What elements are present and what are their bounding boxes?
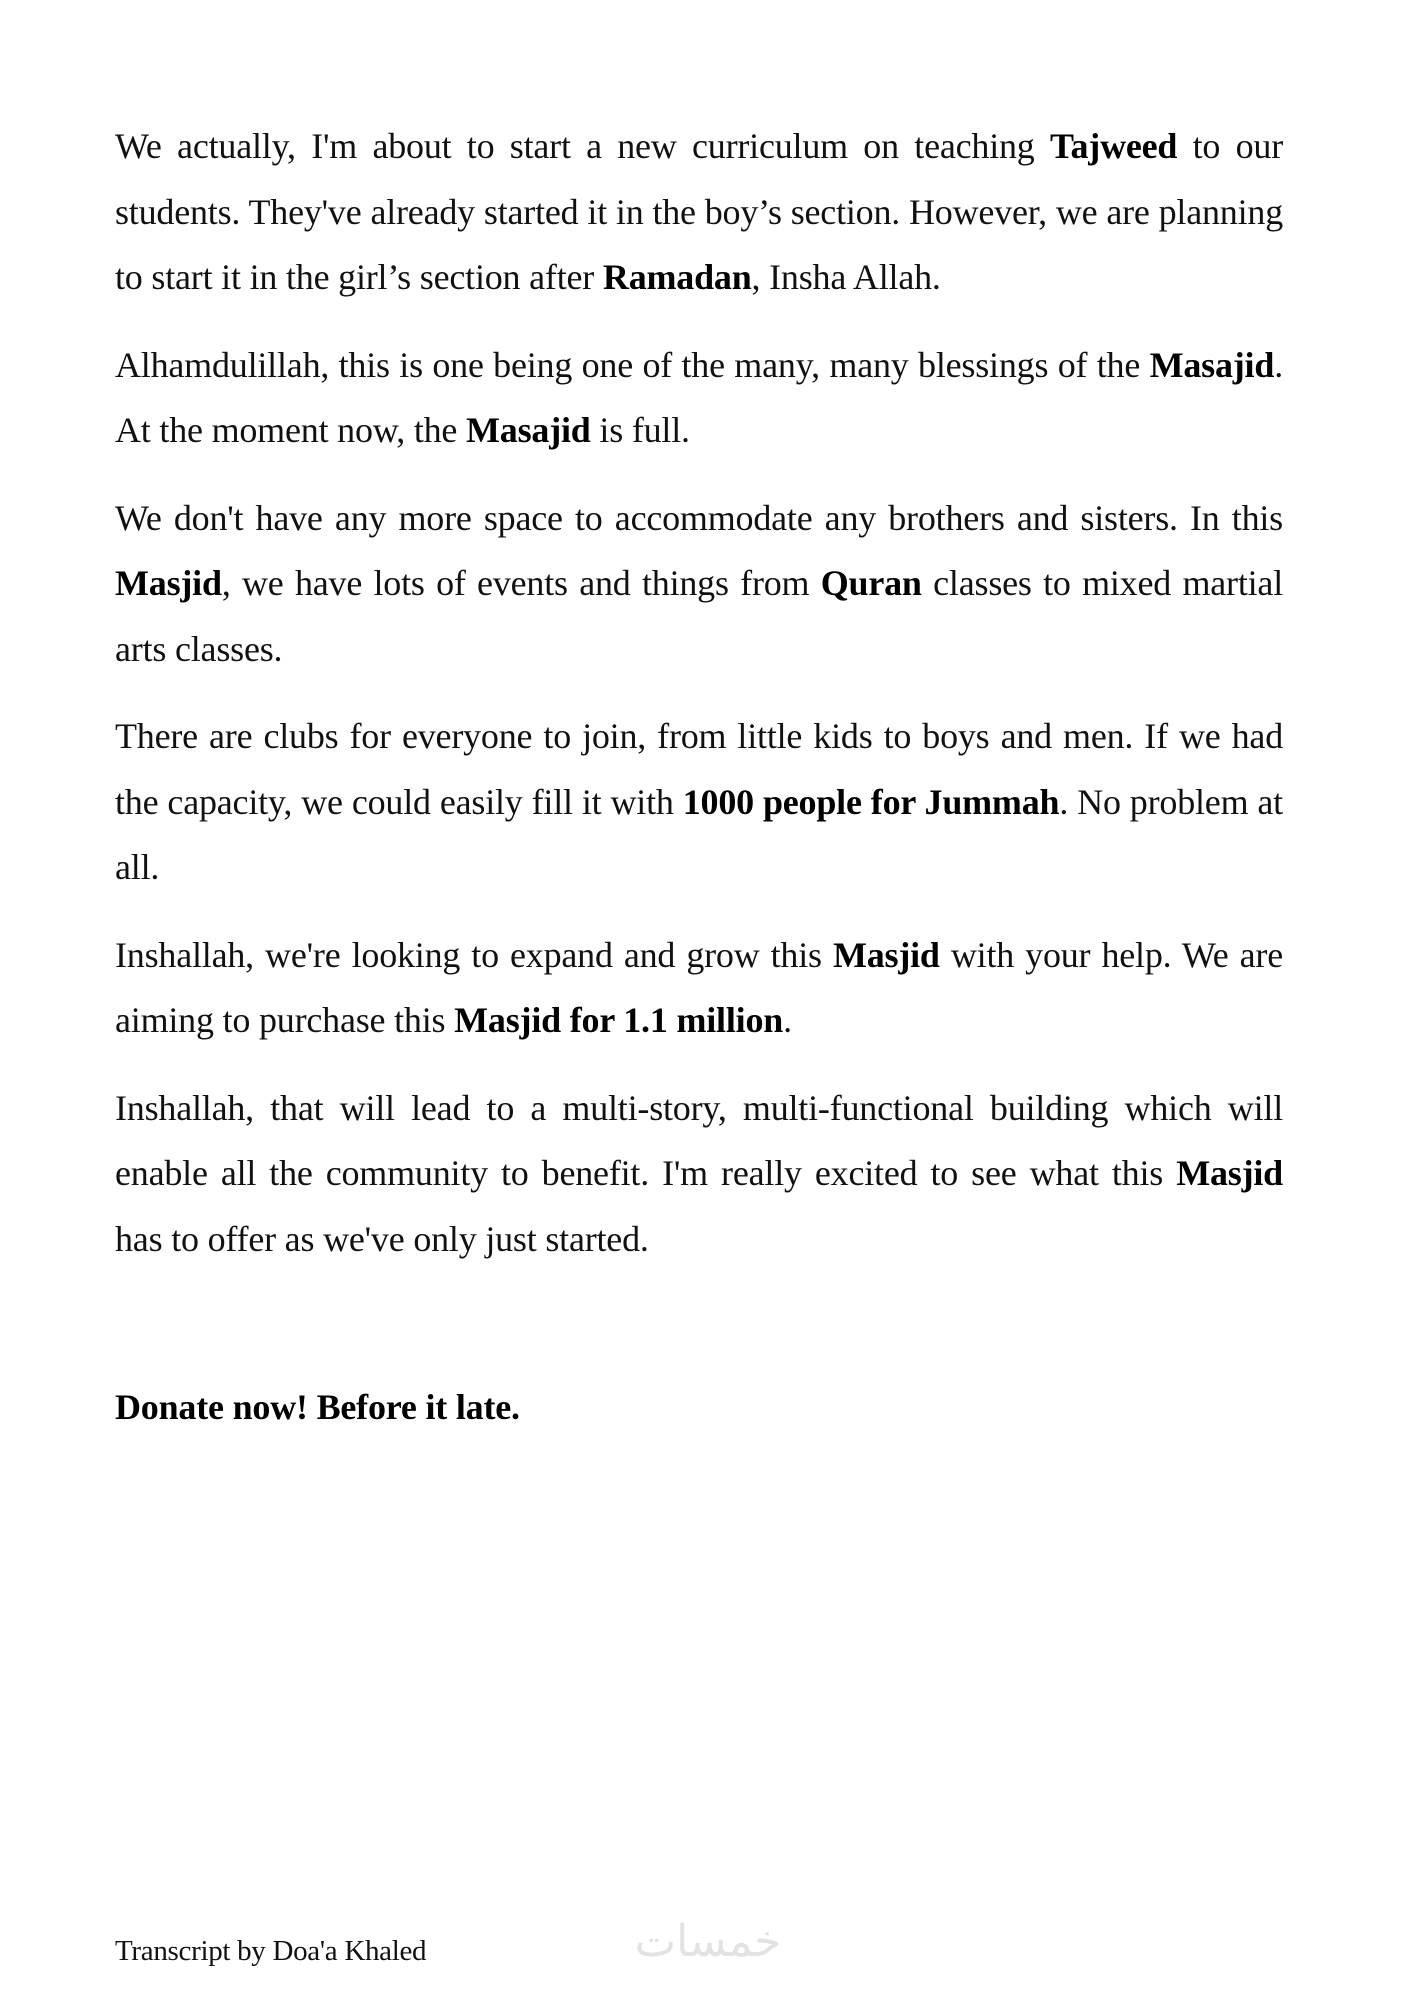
text-segment: . At the moment now, the <box>115 344 1283 450</box>
text-segment: to our students. They've already started it in the boy’s section. However, we are planning to start it in the girl’s section after <box>115 126 1283 297</box>
text-segment: . No problem at all. <box>115 781 1283 887</box>
text-segment: We actually, I'm about to start a new curriculum on teaching <box>115 126 1050 166</box>
bold-term: Ramadan <box>602 257 752 297</box>
bold-term: Masjid <box>832 934 940 975</box>
bold-term: Quran <box>820 563 922 603</box>
text-segment: is full. <box>590 410 690 450</box>
text-segment: . <box>783 1000 792 1040</box>
donate-call-to-action: Donate now! Before it late. <box>115 1387 520 1427</box>
paragraph <box>115 1076 1283 1273</box>
bold-term: Masjid <box>115 563 222 603</box>
text-segment: classes to mixed martial arts classes. <box>115 563 1283 669</box>
bold-term: 1000 people for Jummah <box>682 781 1060 822</box>
bold-term: Masajid <box>466 410 591 450</box>
text-segment: There are clubs for everyone to join, from little kids to boys and men. If we had the capacity, we could easily fill it with <box>115 716 1283 822</box>
text-segment: has to offer as we've only just started. <box>115 1218 649 1259</box>
bold-term: Masjid for 1.1 million <box>454 1000 784 1040</box>
bold-term: Masajid <box>1149 344 1275 385</box>
paragraph <box>115 114 1283 311</box>
bold-term: Tajweed <box>1049 126 1178 166</box>
text-segment: Alhamdulillah, this is one being one of the many, many blessings of the <box>115 344 1150 385</box>
text-segment: Inshallah, that will lead to a multi-story, multi-functional building which will enable all the community to benefit. I'm really excited to see what this <box>115 1087 1283 1193</box>
transcript-credit: Transcript by Doa'a Khaled <box>115 1935 427 1967</box>
text-segment: , Insha Allah. <box>751 257 941 297</box>
khamsat-watermark-logo: خمسات <box>634 1916 782 1967</box>
text-segment: with your help. We are aiming to purchase this <box>115 934 1283 1040</box>
bold-term: Masjid <box>1176 1153 1283 1193</box>
paragraph <box>115 923 1283 1054</box>
text-segment: Inshallah, we're looking to expand and grow this <box>115 934 833 975</box>
paragraph <box>115 333 1283 464</box>
paragraph <box>115 486 1283 683</box>
document-body <box>115 114 1283 1294</box>
paragraph <box>115 704 1283 901</box>
text-segment: We don't have any more space to accommodate any brothers and sisters. In this <box>115 497 1283 538</box>
text-segment: , we have lots of events and things from <box>221 563 821 603</box>
